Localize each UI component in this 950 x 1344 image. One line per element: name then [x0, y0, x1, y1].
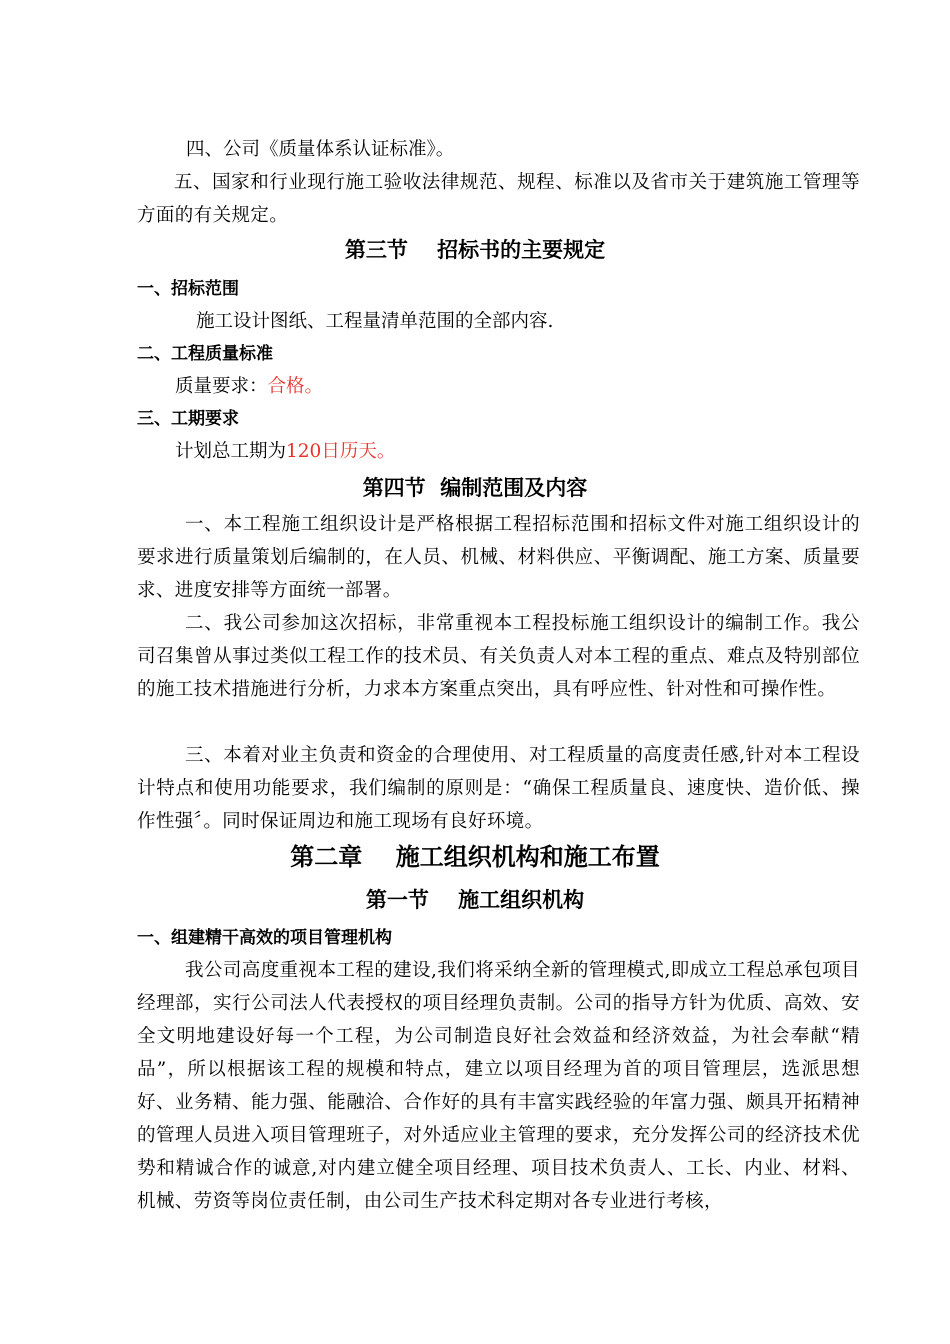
- quality-line: [175, 370, 323, 403]
- chapter-2-title: 第二章 施工组织机构和施工布置: [290, 843, 660, 871]
- chapter-2-section-1-title: 第一节 施工组织机构: [365, 888, 585, 912]
- quality-label: 质量要求：: [175, 376, 268, 397]
- scope-heading: 一、招标范围: [137, 279, 239, 299]
- section-4-para-2: 二、我公司参加这次招标，非常重视本工程投标施工组织设计的编制工作。我公司召集曾从事过类似工程工作的技术员、有关负责人对本工程的重点、难点及特别部位的施工技术措施进行分析，力求本方案重点突出，具有呼应性、针对性和可操作性。: [137, 613, 860, 700]
- period-line: [175, 435, 395, 468]
- section-4-para-3: 三、本着对业主负责和资金的合理使用、对工程质量的高度责任感,针对本工程设计特点和使用功能要求，我们编制的原则是：“确保工程质量良、速度快、造价低、操作性强〞。同时保证周边和施工现场有良好环境。: [137, 745, 860, 832]
- period-heading: 三、工期要求: [137, 409, 239, 429]
- section-4-para-1: 一、本工程施工组织设计是严格根据工程招标范围和招标文件对施工组织设计的要求进行质量策划后编制的，在人员、机械、材料供应、平衡调配、施工方案、质量要求、进度安排等方面统一部署。: [137, 514, 860, 601]
- section-4-title: 第四节 编制范围及内容: [362, 476, 588, 500]
- scope-text: 施工设计图纸、工程量清单范围的全部内容.: [196, 311, 554, 332]
- period-label: 计划总工期为: [175, 441, 287, 462]
- period-value: 120日历天。: [286, 441, 396, 462]
- org-heading: 一、组建精干高效的项目管理机构: [137, 928, 392, 948]
- quality-heading: 二、工程质量标准: [137, 344, 273, 364]
- intro-item-4: 四、公司《质量体系认证标准》。: [186, 139, 455, 160]
- org-paragraph: 我公司高度重视本工程的建设,我们将采纳全新的管理模式,即成立工程总承包项目经理部，实行公司法人代表授权的项目经理负责制。公司的指导方针为优质、高效、安全文明地建设好每一个工程，为公司制造良好社会效益和经济效益，为社会奉献“精品”，所以根据该工程的规模和特点，建立以项目经理为首的项目管理层，选派思想好、业务精、能力强、能融洽、合作好的具有丰富实践经验的年富力强、颇具开拓精神的管理人员进入项目管理班子，对外适应业主管理的要求，充分发挥公司的经济技术优势和精诚合作的诚意,对内建立健全项目经理、项目技术负责人、工长、内业、材料、机械、劳资等岗位责任制，由公司生产技术科定期对各专业进行考核，: [137, 960, 860, 1212]
- section-3-title: 第三节 招标书的主要规定: [344, 238, 606, 262]
- intro-item-5: 五、国家和行业现行施工验收法律规范、规程、标准以及省市关于建筑施工管理等方面的有关规定。: [137, 172, 860, 226]
- quality-value: 合格。: [267, 376, 324, 397]
